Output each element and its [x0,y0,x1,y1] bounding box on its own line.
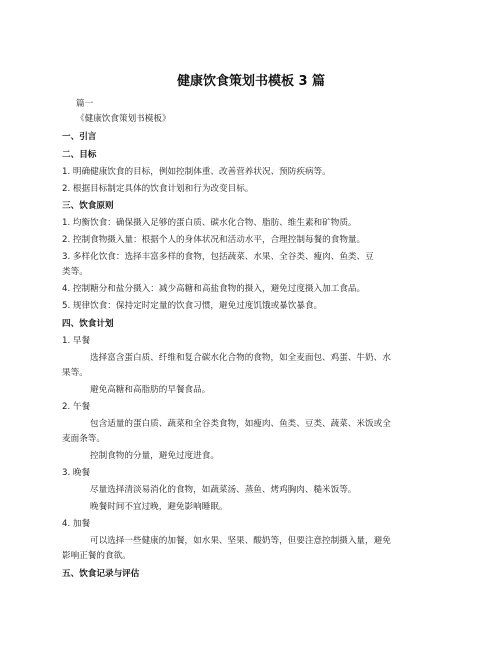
meal-detail: 避免高糖和高脂肪的早餐食品。 [90,385,211,395]
meal-detail: 包含适量的蛋白质、蔬菜和全谷类食物，如瘦肉、鱼类、豆类、蔬菜、米饭或全 [90,419,391,429]
meal-detail-continued: 麦面条等。 [62,434,105,444]
section-heading-meal-plan: 四、饮食计划 [62,319,114,329]
section-heading-records: 五、饮食记录与评估 [62,569,140,579]
section-heading-goals: 二、目标 [62,150,97,160]
meal-detail: 选择富含蛋白质、纤维和复合碳水化合物的食物，如全麦面包、鸡蛋、牛奶、水 [90,353,391,363]
principle-item: 3. 多样化饮食：选择丰富多样的食物，包括蔬菜、水果、全谷类、瘦肉、鱼类、豆 [62,252,374,262]
section-heading-principles: 三、饮食原则 [62,201,114,211]
meal-detail: 尽量选择清淡易消化的食物，如蔬菜汤、蒸鱼、烤鸡胸肉、糙米饭等。 [90,485,357,495]
principle-item: 1. 均衡饮食：确保摄入足够的蛋白质、碳水化合物、脂肪、维生素和矿物质。 [62,218,357,228]
meal-heading-lunch: 2. 午餐 [62,402,91,412]
meal-detail-continued: 影响正餐的食欲。 [62,551,131,561]
meal-heading-snack: 4. 加餐 [62,519,91,529]
principle-item: 2. 控制食物摄入量：根据个人的身体状况和活动水平，合理控制每餐的食物量。 [62,235,366,245]
section-heading-intro: 一、引言 [62,132,97,142]
goal-item: 2. 根据目标制定具体的饮食计划和行为改变目标。 [62,184,254,194]
principle-item: 4. 控制糖分和盐分摄入：减少高糖和高盐食物的摄入，避免过度摄入加工食品。 [62,284,366,294]
meal-detail: 可以选择一些健康的加餐，如水果、坚果、酸奶等，但要注意控制摄入量，避免 [90,536,391,546]
meal-detail: 晚餐时间不宜过晚，避免影响睡眠。 [90,502,228,512]
document-title: 健康饮食策划书模板 3 篇 [176,74,326,89]
meal-detail-continued: 果等。 [62,368,88,378]
document-subtitle: 《健康饮食策划书模板》 [76,114,171,124]
principle-item: 5. 规律饮食：保持定时定量的饮食习惯，避免过度饥饿或暴饮暴食。 [62,301,323,311]
principle-item-continued: 类等。 [62,267,88,277]
part-label: 篇一 [76,99,94,109]
meal-detail: 控制食物的分量，避免过度进食。 [90,451,219,461]
goal-item: 1. 明确健康饮食的目标，例如控制体重、改善营养状况、预防疾病等。 [62,167,331,177]
meal-heading-breakfast: 1. 早餐 [62,336,91,346]
meal-heading-dinner: 3. 晚餐 [62,468,91,478]
